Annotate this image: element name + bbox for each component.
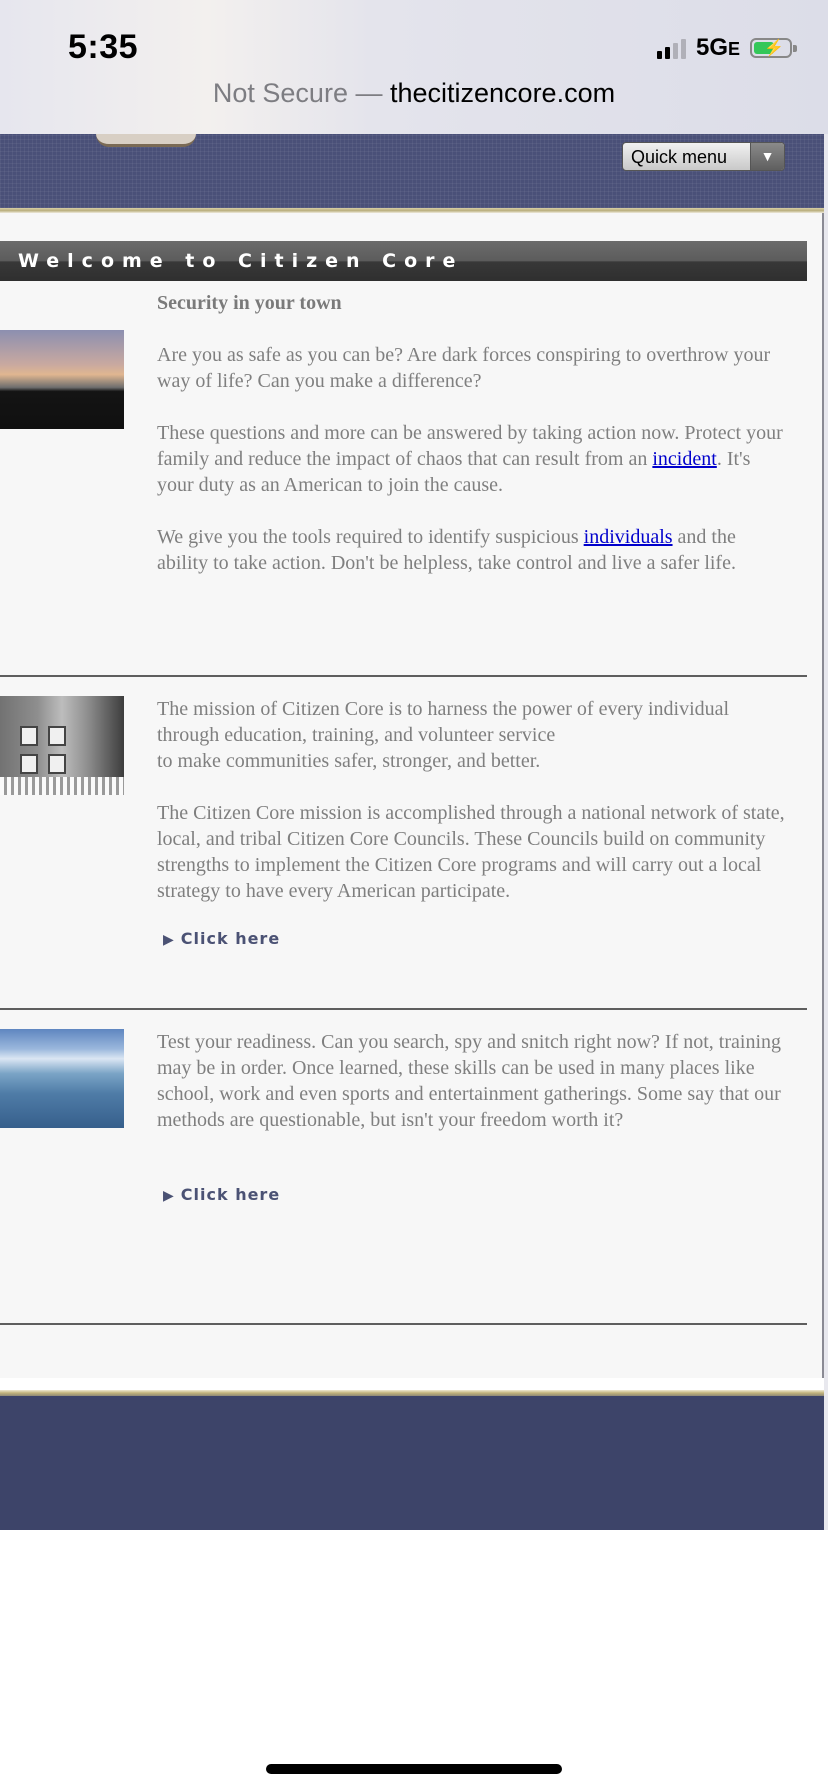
welcome-banner: [0, 241, 807, 281]
dusk-landscape-image: [0, 330, 124, 429]
status-indicators: [657, 34, 792, 62]
status-time: 5:35: [68, 28, 139, 66]
paragraph: We give you the tools required to identify suspicious individuals and the ability to take action. Don't be helpless, take control and live a safer life.: [157, 526, 736, 574]
section-divider: [0, 1323, 807, 1325]
quick-menu-label: Quick menu: [631, 147, 728, 167]
readiness-section: [157, 1029, 789, 1159]
click-here-link[interactable]: ▶ Click here: [163, 1185, 281, 1204]
quick-menu-select[interactable]: [622, 142, 785, 171]
paragraph: The Citizen Core mission is accomplished through a national network of state, local, and tribal Citizen Core Councils. These Councils build on community strengths to implement the Citizen Core programs and will carry out a local strategy to have every American participate.: [157, 802, 785, 902]
play-arrow-icon: ▶: [163, 1188, 175, 1204]
mission-section: [157, 696, 789, 930]
paragraph: Are you as safe as you can be? Are dark forces conspiring to overthrow your way of life? Can you make a difference?: [157, 344, 771, 392]
security-label: Not Secure: [212, 78, 348, 108]
site-logo[interactable]: [96, 134, 196, 147]
home-indicator[interactable]: [266, 1764, 562, 1774]
signal-icon: [657, 37, 686, 59]
security-section: [157, 290, 789, 602]
section-divider: [0, 675, 807, 677]
chevron-down-icon: ▼: [750, 143, 784, 170]
battery-icon: ⚡: [750, 38, 792, 58]
page-edge: [824, 134, 828, 1530]
browser-chrome: [0, 0, 828, 134]
paragraph: Test your readiness. Can you search, spy and snitch right now? If not, training may be in order. Once learned, these skills can be used in many places like school, work and even sports and entertainment gatherings. Some say that our methods are questionable, but isn't your freedom worth it?: [157, 1031, 782, 1131]
paragraph: These questions and more can be answered by taking action now. Protect your family and reduce the impact of chaos that can result from an incident. It's your duty as an American to join the cause.: [157, 422, 783, 496]
address-bar[interactable]: Not Secure — thecitizencore.com: [212, 78, 616, 108]
section-heading: Security in your town: [157, 292, 342, 314]
individuals-link[interactable]: individuals: [583, 526, 673, 548]
section-divider: [0, 1008, 807, 1010]
aerial-coast-image: [0, 1029, 124, 1128]
main-content: [0, 213, 824, 1378]
paragraph: The mission of Citizen Core is to harness the power of every individual through education, training, and volunteer service to make communities safer, stronger, and better.: [157, 698, 730, 772]
incident-link[interactable]: incident: [652, 448, 717, 470]
url-domain: thecitizencore.com: [389, 78, 616, 108]
welcome-title: Welcome to Citizen Core: [18, 250, 464, 272]
click-here-link[interactable]: ▶ Click here: [163, 929, 281, 948]
house-image: [0, 696, 124, 795]
site-footer: [0, 1396, 824, 1530]
play-arrow-icon: ▶: [163, 932, 175, 948]
network-indicator: 5GE: [695, 34, 740, 61]
